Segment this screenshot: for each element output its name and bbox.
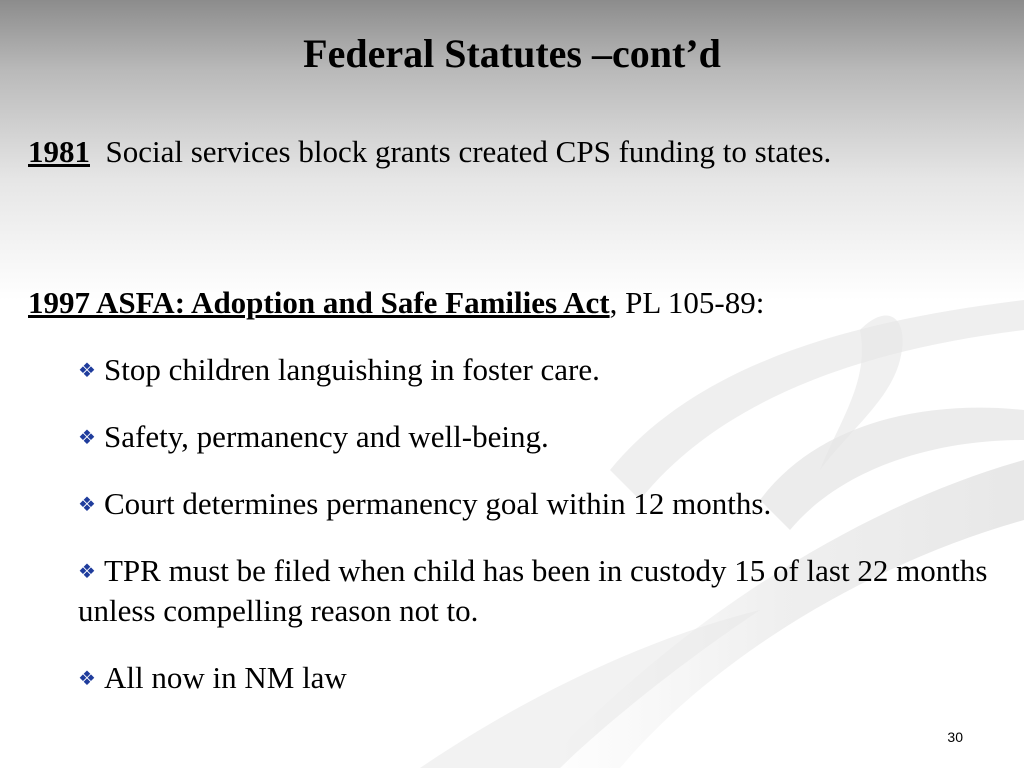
asfa-bullet-list bbox=[78, 350, 998, 725]
bullet-text: Court determines permanency goal within 12 months. bbox=[104, 486, 772, 521]
slide-title: Federal Statutes –cont’d bbox=[303, 31, 721, 76]
bullet-item bbox=[78, 350, 998, 390]
paragraph-asfa bbox=[28, 280, 988, 326]
asfa-heading: 1997 ASFA: Adoption and Safe Families Act bbox=[28, 285, 610, 320]
paragraph-1981 bbox=[28, 129, 928, 175]
page-number: 30 bbox=[947, 729, 963, 745]
diamond-bullet-icon: ❖ bbox=[78, 425, 96, 449]
bullet-item bbox=[78, 551, 998, 631]
asfa-public-law: , PL 105-89: bbox=[609, 285, 765, 320]
diamond-bullet-icon: ❖ bbox=[78, 666, 96, 690]
bullet-item bbox=[78, 417, 998, 457]
paragraph-1981-text: Social services block grants created CPS funding to states. bbox=[90, 134, 832, 169]
bullet-text: Safety, permanency and well-being. bbox=[104, 419, 549, 454]
bullet-text: TPR must be filed when child has been in custody 15 of last 22 months unless compelling reason not to. bbox=[78, 553, 988, 628]
diamond-bullet-icon: ❖ bbox=[78, 559, 96, 583]
bullet-item bbox=[78, 658, 998, 698]
diamond-bullet-icon: ❖ bbox=[78, 492, 96, 516]
diamond-bullet-icon: ❖ bbox=[78, 358, 96, 382]
year-1981: 1981 bbox=[28, 134, 90, 169]
bullet-text: All now in NM law bbox=[104, 660, 347, 695]
bullet-text: Stop children languishing in foster care. bbox=[104, 352, 600, 387]
bullet-item bbox=[78, 484, 998, 524]
